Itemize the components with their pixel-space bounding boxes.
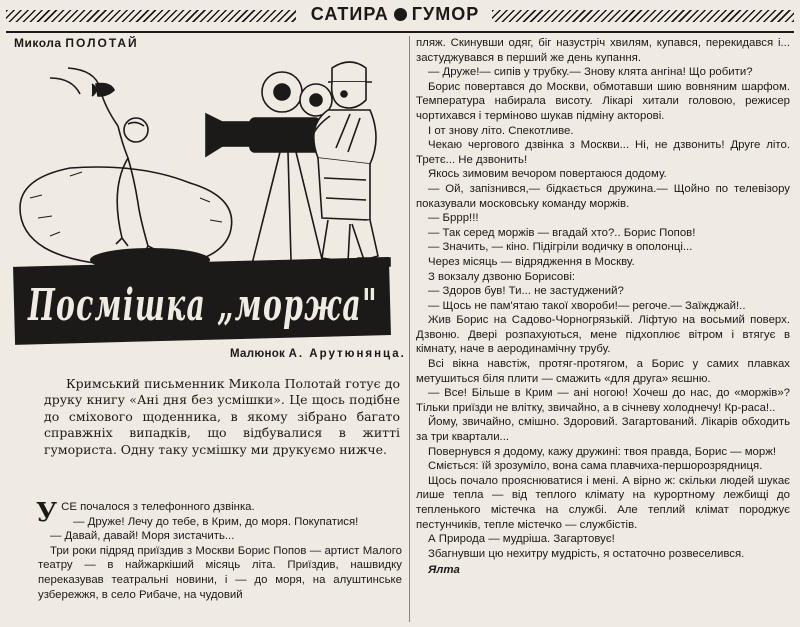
hatch-decoration-right xyxy=(492,10,794,22)
story-paragraph: Через місяць — відрядження в Москву. xyxy=(428,255,635,268)
drop-cap: У xyxy=(36,498,58,528)
story-paragraph: Всі вікна навстіж, протяг-протягом, а Борис у самих плавках метушиться біля плити — смажить «для друга» яєшню. xyxy=(416,358,790,385)
rubric-humor: ГУМОР xyxy=(411,4,480,24)
illustration-credit xyxy=(230,348,406,360)
story-paragraph: — Бррр!!! xyxy=(428,212,479,225)
story-paragraph: пляж. Скинувши одяг, біг назустріч хвилям, купався, перекидався і... застуджувався в перший же день купання. xyxy=(416,37,790,64)
story-paragraph: Сміється: їй зрозуміло, вона сама плавчиха-першорозрядниця. xyxy=(428,460,763,473)
ice-hole-drawing xyxy=(20,167,232,272)
story-title: Посмішка „моржа" xyxy=(26,280,378,331)
credit-name: А. Арутюнянца. xyxy=(288,348,406,360)
story-paragraph: — Все! Більше в Крим — ані ногою! Хочеш до нас, до «моржів»? Тільки приїзди не влітку, звичайно, а в січневу холоднечу! Кр-раса!.. xyxy=(416,387,790,414)
cartoon-illustration xyxy=(10,48,410,348)
story-paragraph: Чекаю чергового дзвінка з Москви... Ні, не дзвонить! Друге літо. Третє... Не дзвонить! xyxy=(416,139,790,166)
story-paragraph: — Щось не пам'ятаю такої хвороби!— регоче.— Заїжджай!.. xyxy=(428,299,746,312)
rubric-satire: САТИРА xyxy=(310,4,389,24)
story-paragraph: СЕ почалося з телефонного дзвінка. xyxy=(61,501,255,513)
section-rubric xyxy=(0,2,800,28)
column-divider xyxy=(409,36,410,622)
title-lettering xyxy=(13,257,391,345)
story-column-left xyxy=(38,500,402,602)
author-last-name: ПОЛОТАЙ xyxy=(65,36,139,50)
story-paragraph: Якось зимовим вечором повертаюся додому. xyxy=(428,168,667,181)
story-paragraph: — Друже! Лечу до тебе, в Крим, до моря. Покупатися! xyxy=(73,515,359,528)
story-paragraph: — Так серед моржів — вгадай хто?.. Борис Попов! xyxy=(428,226,696,239)
story-paragraph: І от знову літо. Спекотливе. xyxy=(428,124,574,137)
story-paragraph: — Ой, запізнився,— бідкається дружина.— Щойно по телевізору показували московську команду моржів. xyxy=(416,182,790,210)
hatch-decoration-left xyxy=(6,10,296,22)
story-paragraph: Повернувся я додому, кажу дружині: твоя правда, Борис — морж! xyxy=(428,445,777,458)
story-paragraph: — Давай, давай! Моря зистачить... xyxy=(50,530,235,543)
story-paragraph: Борис повертався до Москви, обмотавши шию вовняним шарфом. Температура набирала висоту. Лікарі хитали головою, режисер чортихався і терміново шукав підміну акторові. xyxy=(416,80,790,122)
author-first-name: Микола xyxy=(14,36,62,50)
story-paragraph: Збагнувши цю нехитру мудрість, я остаточно розвеселився. xyxy=(428,547,745,560)
rubric-title xyxy=(302,4,488,25)
bullet-dot-icon xyxy=(394,8,407,21)
story-paragraph: — Друже!— сипів у трубку.— Знову клята ангіна! Що робити? xyxy=(428,66,753,79)
dateline-place: Ялта xyxy=(428,564,460,577)
header-rule xyxy=(6,31,794,33)
editorial-intro: Кримський письменник Микола Полотай готує до друку книгу «Ані дня без усмішки». Це щось подібне до сміхового щоденника, в якому зібрано багато справжніх випадків, що відбувалися в житті гумориста. Одну таку усмішку ми друкуємо нижче. xyxy=(44,376,400,457)
credit-label: Малюнок xyxy=(230,348,286,360)
story-paragraph: Йому, звичайно, смішно. Здоровий. Загартований. Лікарів обходить за три квартали... xyxy=(416,416,790,444)
story-paragraph: Три роки підряд приїздив з Москви Борис Попов — артист Малого театру — в найжаркіший місяць літа. Приїздив, нашвидку переказував театральні новини, і — до моря, на алуштинське узбережжя, в село Рибаче, на чудовий xyxy=(38,544,402,601)
story-paragraph: Жив Борис на Садово-Чорногрязькій. Ліфтую на восьмий поверх. Дзвоню. Двері розпахуються, мене підхоплює вітром і втягує в кімнату, наче в аеродинамічну трубу. xyxy=(416,314,790,356)
story-paragraph: — Здоров був! Ти... не застуджений? xyxy=(428,285,624,298)
story-paragraph: Щось почало прояснюватися і мені. А вірно ж: скільки людей шукає лише тепла — від теплого клімату на курортному лежбищі до тепленького містечка на службі. Але теплий клімат породжує пестунчиків, тепле містечко — службістів. xyxy=(416,474,790,531)
story-column-right xyxy=(416,36,790,578)
story-paragraph: — Значить, — кіно. Підігріли водичку в ополонці... xyxy=(428,241,693,254)
story-paragraph: А Природа — мудріша. Загартовує! xyxy=(428,533,615,546)
story-paragraph: З вокзалу дзвоню Борисові: xyxy=(428,270,576,283)
walrus-swimmer-drawing xyxy=(50,68,156,254)
